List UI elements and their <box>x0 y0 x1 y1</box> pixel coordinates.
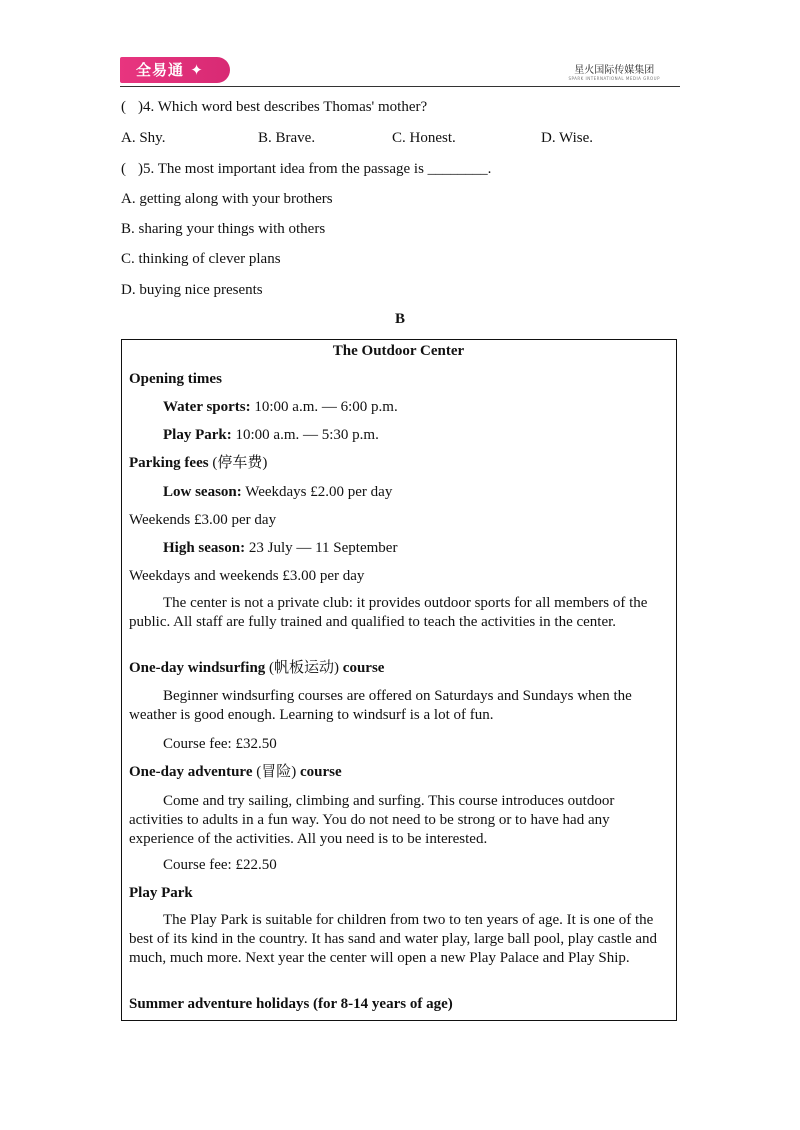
section-letter: B <box>394 311 405 327</box>
publisher-brand <box>568 61 660 81</box>
parking-heading-text: Parking fees <box>129 455 209 471</box>
publisher-name: 星火国际传媒集团 <box>574 65 655 76</box>
q5-option-a: A. getting along with your brothers <box>121 191 333 207</box>
page-header <box>120 55 680 87</box>
play-park-paragraph: The Play Park is suitable for children from two to ten years of age. It is one of the best of its kind in the country. It has sand and water play, large ball pool, play castle and much, much more. Next year the center will open a new Play Palace and Play Ship. <box>129 912 658 966</box>
windsurfing-heading-a: One-day windsurfing <box>129 660 266 676</box>
q4-option-c: C. Honest. <box>392 130 456 146</box>
q5-option-c: C. thinking of clever plans <box>121 251 281 267</box>
q5-option-b: B. sharing your things with others <box>121 221 326 237</box>
windsurfing-heading-b: course <box>342 660 385 676</box>
adventure-heading-cn: (冒险) <box>252 764 300 780</box>
adventure-heading-a: One-day adventure <box>129 764 253 780</box>
adventure-paragraph: Come and try sailing, climbing and surfing. This course introduces outdoor activities to adults in a fun way. You do not need to be strong or to have had any experience of the activities. All you need is to be interested. <box>129 793 615 847</box>
water-sports-hours <box>129 398 668 417</box>
parking-fees-heading <box>129 454 668 473</box>
low-season-label: Low season: <box>163 484 242 500</box>
brand-logo: 全易通 ✦ <box>120 57 230 83</box>
high-season-fee: Weekdays and weekends £3.00 per day <box>129 568 365 584</box>
water-sports-value: 10:00 a.m. — 6:00 p.m. <box>250 399 398 415</box>
windsurfing-heading-cn: (帆板运动) <box>265 660 343 676</box>
water-sports-label: Water sports: <box>163 399 251 415</box>
low-season <box>129 483 668 502</box>
adventure-fee: Course fee: £22.50 <box>163 857 277 873</box>
summer-holidays-heading: Summer adventure holidays (for 8-14 years of age) <box>129 996 453 1012</box>
publisher-subtitle: SPARK INTERNATIONAL MEDIA GROUP <box>568 76 660 81</box>
windsurfing-paragraph: Beginner windsurfing courses are offered on Saturdays and Sundays when the weather is good enough. Learning to windsurf is a lot of fun. <box>129 688 632 723</box>
q4-option-b: B. Brave. <box>258 130 316 146</box>
q5-option-d: D. buying nice presents <box>121 282 263 298</box>
adventure-heading <box>129 763 668 782</box>
public-paragraph: The center is not a private club: it provides outdoor sports for all members of the public. All staff are fully trained and qualified to teach the activities in the center. <box>129 595 648 630</box>
windsurfing-heading <box>129 659 668 678</box>
windsurfing-fee: Course fee: £32.50 <box>163 736 277 752</box>
answer-paren: ( <box>121 161 126 177</box>
parking-heading-cn: (停车费) <box>208 455 268 471</box>
question-stem: )5. The most important idea from the passage is ________. <box>138 161 492 177</box>
q4-option-d: D. Wise. <box>541 130 594 146</box>
question-4 <box>121 99 427 116</box>
high-season-value: 23 July — 11 September <box>245 540 398 556</box>
high-season <box>129 539 668 558</box>
low-season-value: Weekdays £2.00 per day <box>241 484 393 500</box>
q4-option-a: A. Shy. <box>121 130 166 146</box>
low-season-weekends: Weekends £3.00 per day <box>129 512 277 528</box>
play-park-label: Play Park: <box>163 427 232 443</box>
header-divider <box>120 86 680 87</box>
notice-title: The Outdoor Center <box>332 343 465 359</box>
logo-text: 全易通 <box>136 61 185 79</box>
high-season-label: High season: <box>163 540 246 556</box>
answer-paren: ( <box>121 99 126 115</box>
play-park-heading: Play Park <box>129 885 193 901</box>
play-park-value: 10:00 a.m. — 5:30 p.m. <box>231 427 379 443</box>
notice-box <box>121 339 677 1021</box>
question-5 <box>121 161 491 178</box>
play-park-hours <box>129 426 668 445</box>
opening-times-heading: Opening times <box>129 371 222 387</box>
question-stem: )4. Which word best describes Thomas' mother? <box>138 99 428 115</box>
adventure-heading-b: course <box>299 764 342 780</box>
